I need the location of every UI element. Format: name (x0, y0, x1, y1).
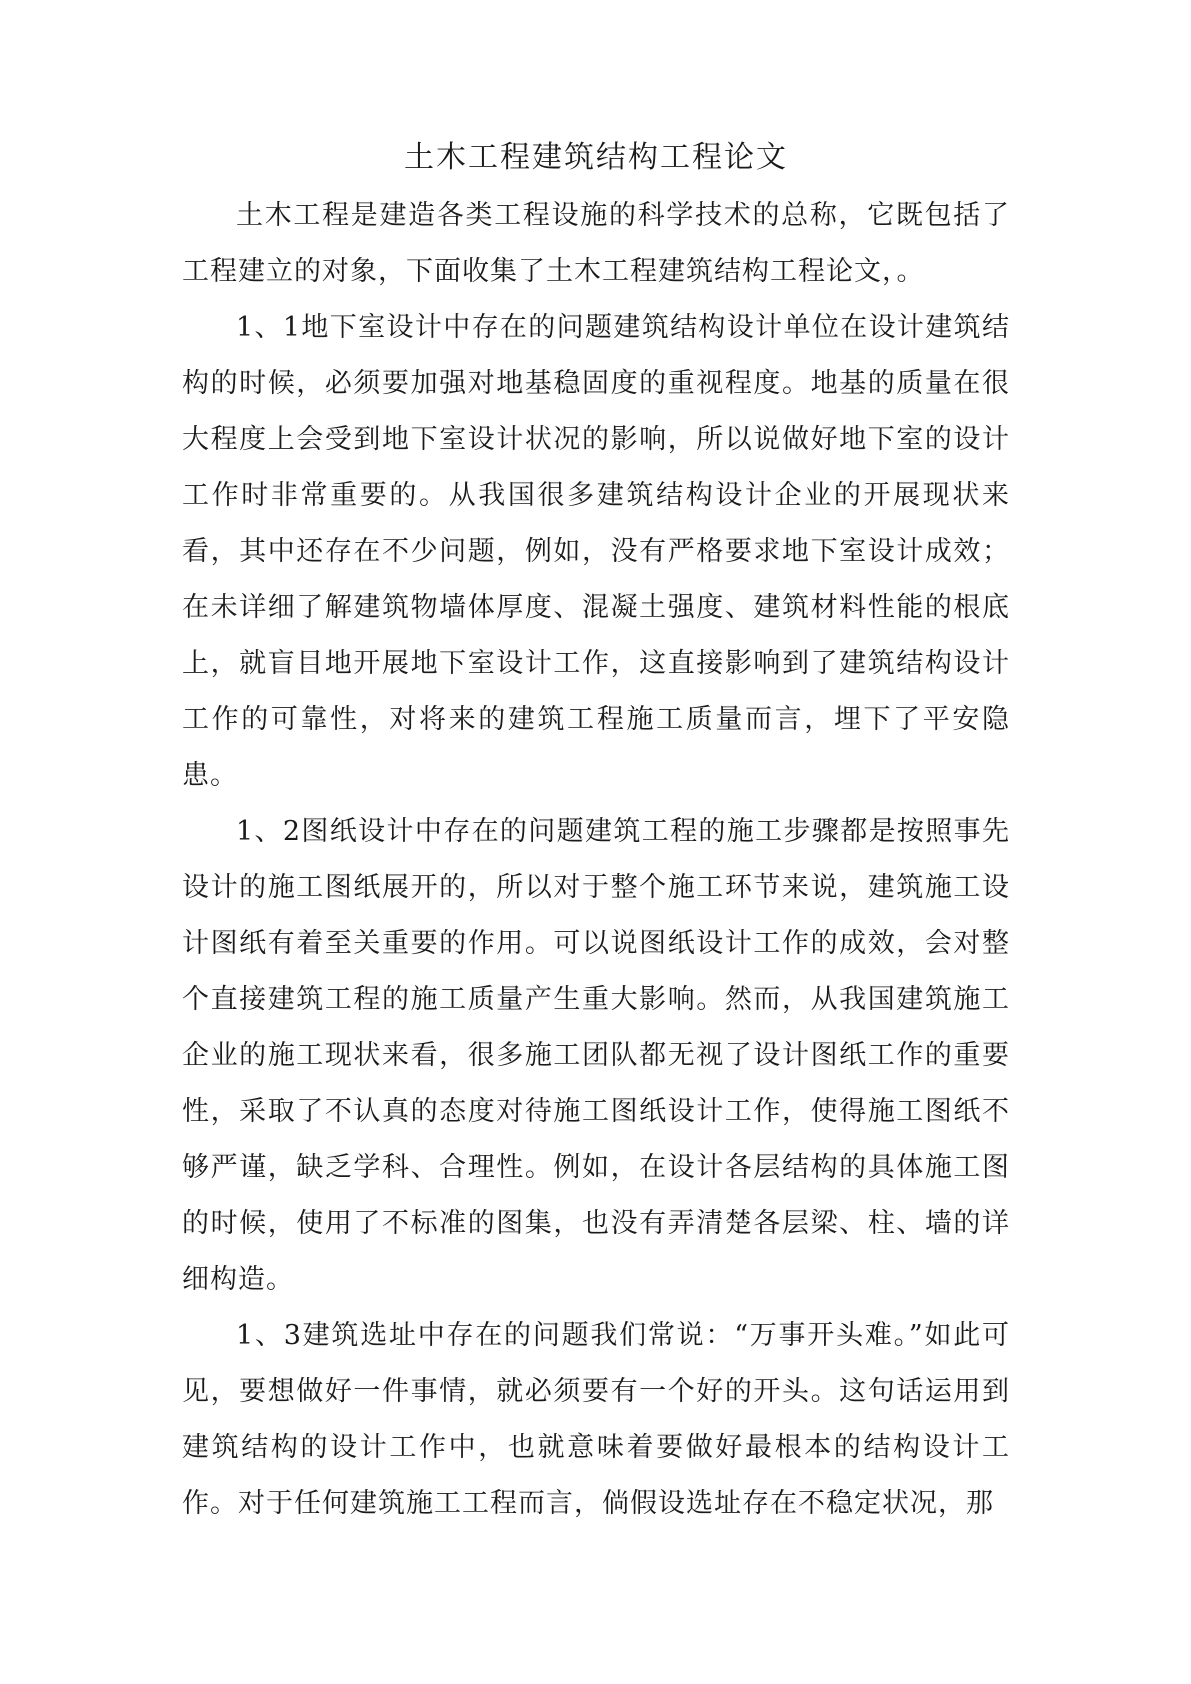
paragraph-section-1-2: 1、2图纸设计中存在的问题建筑工程的施工步骤都是按照事先设计的施工图纸展开的，所以对于整个施工环节来说，建筑施工设计图纸有着至关重要的作用。可以说图纸设计工作的成效，会对整个直接建筑工程的施工质量产生重大影响。然而，从我国建筑施工企业的施工现状来看，很多施工团队都无视了设计图纸工作的重要性，采取了不认真的态度对待施工图纸设计工作，使得施工图纸不够严谨，缺乏学科、合理性。例如，在设计各层结构的具体施工图的时候，使用了不标准的图集，也没有弄清楚各层梁、柱、墙的详细构造。 (182, 816, 1010, 1295)
paragraph-section-1-3: 1、3建筑选址中存在的问题我们常说：“万事开头难。”如此可见，要想做好一件事情，就必须要有一个好的开头。这句话运用到建筑结构的设计工作中，也就意味着要做好最根本的结构设计工作。对于任何建筑施工工程而言，倘假设选址存在不稳定状况，那 (182, 1320, 1010, 1519)
document-body (182, 130, 1010, 1532)
document-title: 土木工程建筑结构工程论文 (404, 140, 788, 175)
paragraph-intro: 土木工程是建造各类工程设施的科学技术的总称，它既包括了工程建立的对象，下面收集了土木工程建筑结构工程论文，。 (182, 200, 1010, 287)
paragraph-section-1-1: 1、1地下室设计中存在的问题建筑结构设计单位在设计建筑结构的时候，必须要加强对地基稳固度的重视程度。地基的质量在很大程度上会受到地下室设计状况的影响，所以说做好地下室的设计工作时非常重要的。从我国很多建筑结构设计企业的开展现状来看，其中还存在不少问题，例如，没有严格要求地下室设计成效；在未详细了解建筑物墙体厚度、混凝土强度、建筑材料性能的根底上，就盲目地开展地下室设计工作，这直接影响到了建筑结构设计工作的可靠性，对将来的建筑工程施工质量而言，埋下了平安隐患。 (182, 312, 1010, 791)
